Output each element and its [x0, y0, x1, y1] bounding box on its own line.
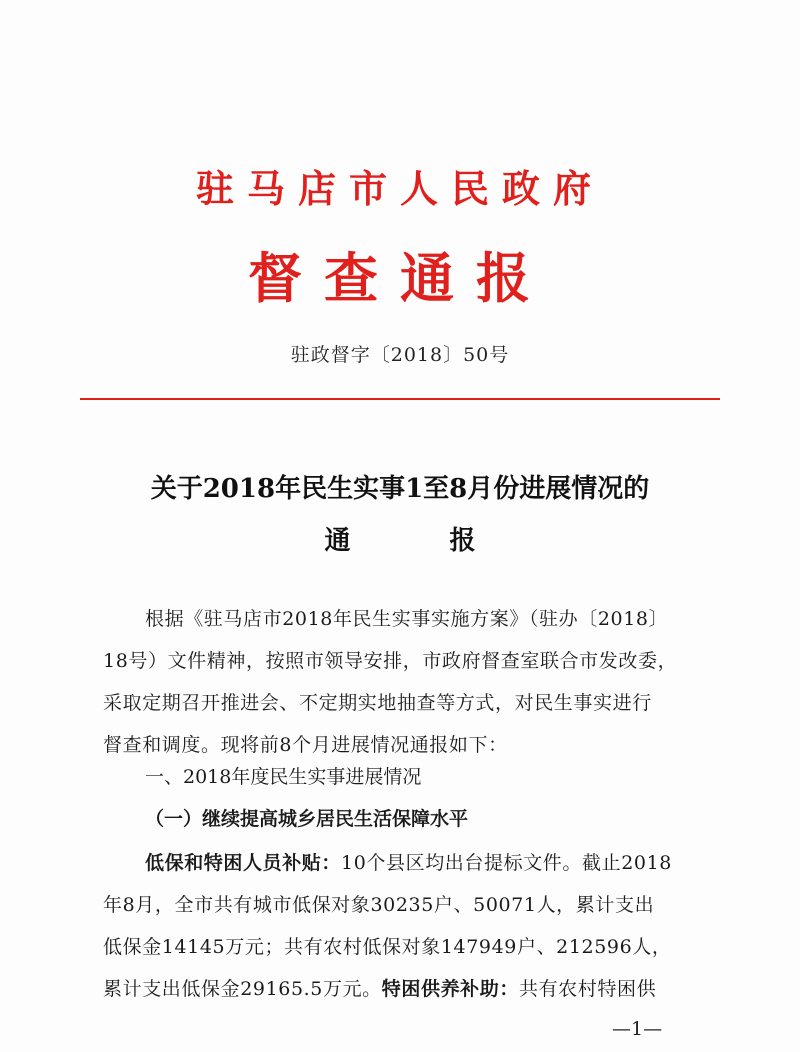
paragraph2-line4: [103, 974, 656, 1001]
paragraph2-line3: 低保金14145万元；共有农村低保对象147949户、212596人，: [103, 936, 672, 958]
issuer-name: 驻马店市人民政府: [195, 166, 604, 211]
paragraph2-line1: [145, 848, 672, 875]
red-divider-line: [80, 398, 720, 400]
paragraph1-line4: 督查和调度。现将前8个月进展情况通报如下：: [103, 734, 508, 756]
paragraph1-line2: 18号）文件精神，按照市领导安排，市政府督查室联合市发改委，: [103, 650, 678, 672]
section-heading-1: 一、2018年度民生实事进展情况: [145, 766, 422, 788]
paragraph1-line1: 根据《驻马店市2018年民生实事实施方案》（驻办〔2018〕: [145, 608, 669, 630]
paragraph2-line4-rest: 共有农村特困供: [518, 978, 657, 1000]
notice-title-line2: 通 报: [324, 526, 476, 556]
page-number: —1—: [612, 1018, 663, 1040]
paragraph2-line4-pre: 累计支出低保金29165.5万元。: [103, 978, 382, 1000]
support-lead-label: 特困供养补助：: [381, 978, 519, 1000]
subsidy-lead-label: 低保和特困人员补贴：: [145, 852, 342, 874]
paragraph1-line3: 采取定期召开推进会、不定期实地抽查等方式，对民生事实进行: [103, 692, 652, 714]
document-number: 驻政督字〔2018〕50号: [290, 344, 510, 366]
paragraph2-line2: 年8月，全市共有城市低保对象30235户、50071人，累计支出: [103, 894, 655, 916]
subsection-heading-1: （一）继续提高城乡居民生活保障水平: [145, 808, 469, 830]
notice-title-line1: 关于2018年民生实事1至8月份进展情况的: [150, 474, 650, 504]
document-type: 督查通报: [248, 246, 552, 310]
paragraph2-line1-text: 10个县区均出台提标文件。截止2018: [341, 852, 672, 874]
